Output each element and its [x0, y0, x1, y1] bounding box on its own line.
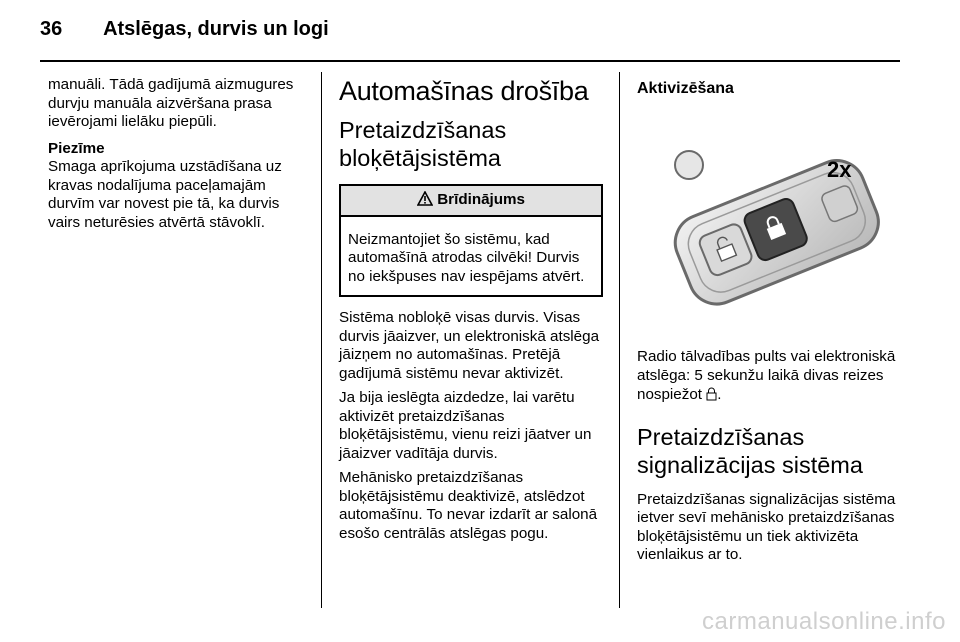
- page-number: 36: [40, 18, 63, 40]
- subsection-heading: Pretaizdzīšanas signalizācijas sistēma: [637, 423, 863, 478]
- subsection-heading: Pretaizdzīšanas bloķētājsistēma: [339, 117, 507, 171]
- paragraph: manuāli. Tādā gadījumā aizmugures durvju manuāla aizvēršana prasa ievērojami lielāku piepūli.: [48, 76, 294, 130]
- note-text: Smaga aprīkojuma uzstādīšana uz kravas nodalījuma paceļamajām durvīm var novest pie tā, ka durvis vairs neturēsies atvērtā stāvoklī.: [48, 158, 282, 231]
- column-2: [339, 76, 603, 549]
- column-3: [637, 76, 905, 571]
- press-count-label: 2x: [827, 156, 852, 182]
- watermark: carmanualsonline.info: [702, 608, 946, 635]
- paragraph: Radio tālvadības pults vai elektroniskā atslēga: 5 sekunžu laikā divas reizes nospiežot .: [637, 348, 896, 403]
- paragraph: Mehānisko pretaizdzīšanas bloķētājsistēmu deaktivizē, atslēdzot automašīnu. To nevar izdarīt ar salonā esošo centrālās atslēgas pogu.: [339, 469, 598, 542]
- warning-box: [339, 184, 603, 297]
- warning-triangle-icon: [417, 191, 433, 206]
- warning-header: [341, 186, 601, 217]
- chapter-title: Atslēgas, durvis un logi: [103, 18, 329, 40]
- column-divider-2: [619, 72, 620, 608]
- paragraph: Pretaizdzīšanas signalizācijas sistēma ietver sevī mehānisko pretaizdzīšanas bloķētājsistēmu un tiek aktivizēta vienlaikus ar to.: [637, 490, 896, 563]
- warning-title: Brīdinājums: [437, 191, 525, 208]
- header-rule: [40, 60, 900, 62]
- section-heading: Automašīnas drošība: [339, 76, 589, 106]
- note-label: Piezīme: [48, 139, 105, 157]
- paragraph: Ja bija ieslēgta aizdedze, lai varētu aktivizēt pretaizdzīšanas bloķētājsistēmu, vienu reizi jāatver un jāaizver vadītāja durvis.: [339, 389, 592, 462]
- column-divider-1: [321, 72, 322, 608]
- column-1: [48, 76, 310, 238]
- warning-text: Neizmantojiet šo sistēmu, kad automašīnā atrodas cilvēki! Durvis no iekšpuses nav iespējams atvērt.: [348, 230, 585, 285]
- paragraph: Sistēma nobloķē visas durvis. Visas durvis jāaizver, un elektroniskā atslēga jāizņem no automašīnas. Pretējā gadījumā sistēmu nevar aktivizēt.: [339, 309, 600, 382]
- section-heading: Aktivizēšana: [637, 80, 734, 97]
- page-header: [40, 18, 329, 41]
- key-fob-illustration: [639, 119, 901, 329]
- lock-icon: [706, 385, 717, 404]
